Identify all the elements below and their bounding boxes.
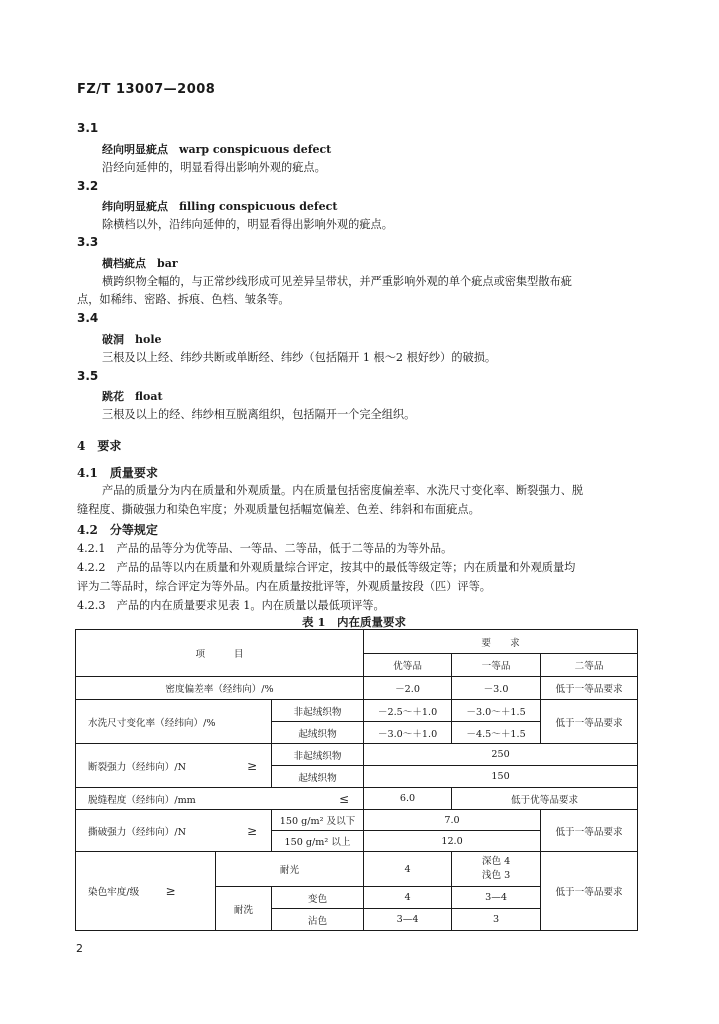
- clause-term: 横档疵点 bar: [102, 257, 178, 270]
- header-item: 项 目: [76, 630, 364, 677]
- clause-text: 沿经向延伸的，明显看得出影响外观的疵点。: [102, 161, 326, 174]
- table-caption: 表 1 内在质量要求: [302, 615, 407, 629]
- table-cell: 沾色: [272, 909, 364, 931]
- table-cell: －3.0～＋1.5: [452, 700, 541, 722]
- table-cell: [452, 852, 541, 887]
- table-cell: －3.0～＋1.0: [364, 722, 452, 744]
- clause-number: 3.5: [77, 369, 99, 383]
- paragraph-line: 产品的质量分为内在质量和外观质量。内在质量包括密度偏差率、水洗尺寸变化率、断裂强力、脱: [102, 484, 584, 497]
- clause-number: 3.2: [77, 179, 99, 193]
- table-cell: 250: [364, 744, 638, 766]
- paragraph-line: 4.2.1 产品的品等分为优等品、一等品、二等品，低于二等品的为等外品。: [77, 542, 453, 555]
- table-cell: 耐光: [216, 852, 364, 887]
- table-cell: 150 g/m² 及以下: [272, 810, 364, 831]
- table-cell: 低于优等品要求: [452, 788, 638, 810]
- table-cell: 低于一等品要求: [541, 810, 638, 852]
- clause-number: 3.1: [77, 121, 99, 135]
- table-cell: －4.5～＋1.5: [452, 722, 541, 744]
- table-cell: 低于一等品要求: [541, 700, 638, 744]
- clause-text: 除横档以外，沿纬向延伸的，明显看得出影响外观的疵点。: [102, 218, 393, 231]
- table-cell: 低于一等品要求: [541, 677, 638, 700]
- table-cell: 3—4: [452, 887, 541, 909]
- clause-term: 纬向明显疵点 filling conspicuous defect: [102, 200, 338, 213]
- quality-requirements-table: [75, 629, 638, 931]
- clause-number: 3.4: [77, 311, 99, 325]
- table-cell: ≥: [164, 852, 216, 931]
- table-cell: 7.0: [364, 810, 541, 831]
- page-number: 2: [76, 942, 83, 955]
- table-cell: ≥: [216, 810, 272, 852]
- table-cell: －3.0: [452, 677, 541, 700]
- clause-term: 破洞 hole: [102, 333, 162, 346]
- table-cell: 非起绒织物: [272, 744, 364, 766]
- standard-code: FZ/T 13007—2008: [77, 82, 216, 97]
- clause-term: 跳花 float: [102, 390, 163, 403]
- table-cell: ≥: [216, 744, 272, 788]
- table-cell: 耐洗: [216, 887, 272, 931]
- table-cell: 起绒织物: [272, 722, 364, 744]
- clause-number: 3.3: [77, 235, 99, 249]
- table-cell: 6.0: [364, 788, 452, 810]
- header-grade-premium: 优等品: [364, 654, 452, 677]
- paragraph-line: 缝程度、撕破强力和染色牢度；外观质量包括幅宽偏差、色差、纬斜和布面疵点。: [77, 503, 480, 516]
- subsection-title: 4.2 分等规定: [77, 523, 158, 537]
- row-wash-label: 水洗尺寸变化率（经纬向）/%: [76, 700, 272, 744]
- table-cell: ≤: [216, 788, 364, 810]
- clause-term: 经向明显疵点 warp conspicuous defect: [102, 143, 332, 156]
- table-cell: 150 g/m² 以上: [272, 831, 364, 852]
- subsection-title: 4.1 质量要求: [77, 466, 158, 480]
- table-cell: 12.0: [364, 831, 541, 852]
- paragraph-line: 4.2.2 产品的品等以内在质量和外观质量综合评定，按其中的最低等级定等；内在质量和外观质量均: [77, 561, 576, 574]
- header-requirement: 要 求: [364, 630, 638, 654]
- paragraph-line: 评为二等品时，综合评定为等外品。内在质量按批评等，外观质量按段（匹）评等。: [77, 580, 491, 593]
- clause-text: 三根及以上经、纬纱共断或单断经、纬纱（包括隔开 1 根～2 根好纱）的破损。: [102, 351, 497, 364]
- row-slippage-label: 脱缝程度（经纬向）/mm: [76, 788, 216, 810]
- row-colorfastness-label: 染色牢度/级: [76, 852, 164, 931]
- table-cell: 3—4: [364, 909, 452, 931]
- table-cell: 变色: [272, 887, 364, 909]
- header-grade-first: 一等品: [452, 654, 541, 677]
- table-cell: －2.5～＋1.0: [364, 700, 452, 722]
- table-cell: 3: [452, 909, 541, 931]
- table-cell: 4: [364, 852, 452, 887]
- clause-text-line2: 点，如稀纬、密路、拆痕、色档、皱条等。: [77, 293, 290, 306]
- row-tearing-label: 撕破强力（经纬向）/N: [76, 810, 216, 852]
- table-cell: 非起绒织物: [272, 700, 364, 722]
- table-cell-line: 浅色 3: [481, 870, 511, 881]
- clause-text: 三根及以上的经、纬纱相互脱离组织，包括隔开一个完全组织。: [102, 408, 416, 421]
- table-cell: －2.0: [364, 677, 452, 700]
- table-cell-line: 深色 4: [481, 856, 511, 867]
- table-cell: 150: [364, 766, 638, 788]
- header-grade-second: 二等品: [541, 654, 638, 677]
- clause-text-line1: 横跨织物全幅的，与正常纱线形成可见差异呈带状，并严重影响外观的单个疵点或密集型散布疵: [102, 275, 572, 288]
- section-title: 4 要求: [77, 439, 122, 453]
- table-cell: 起绒织物: [272, 766, 364, 788]
- row-density-label: 密度偏差率（经纬向）/%: [76, 677, 364, 700]
- row-breaking-label: 断裂强力（经纬向）/N: [76, 744, 216, 788]
- paragraph-line: 4.2.3 产品的内在质量要求见表 1。内在质量以最低项评等。: [77, 599, 385, 612]
- table-cell: 低于一等品要求: [541, 852, 638, 931]
- table-cell: 4: [364, 887, 452, 909]
